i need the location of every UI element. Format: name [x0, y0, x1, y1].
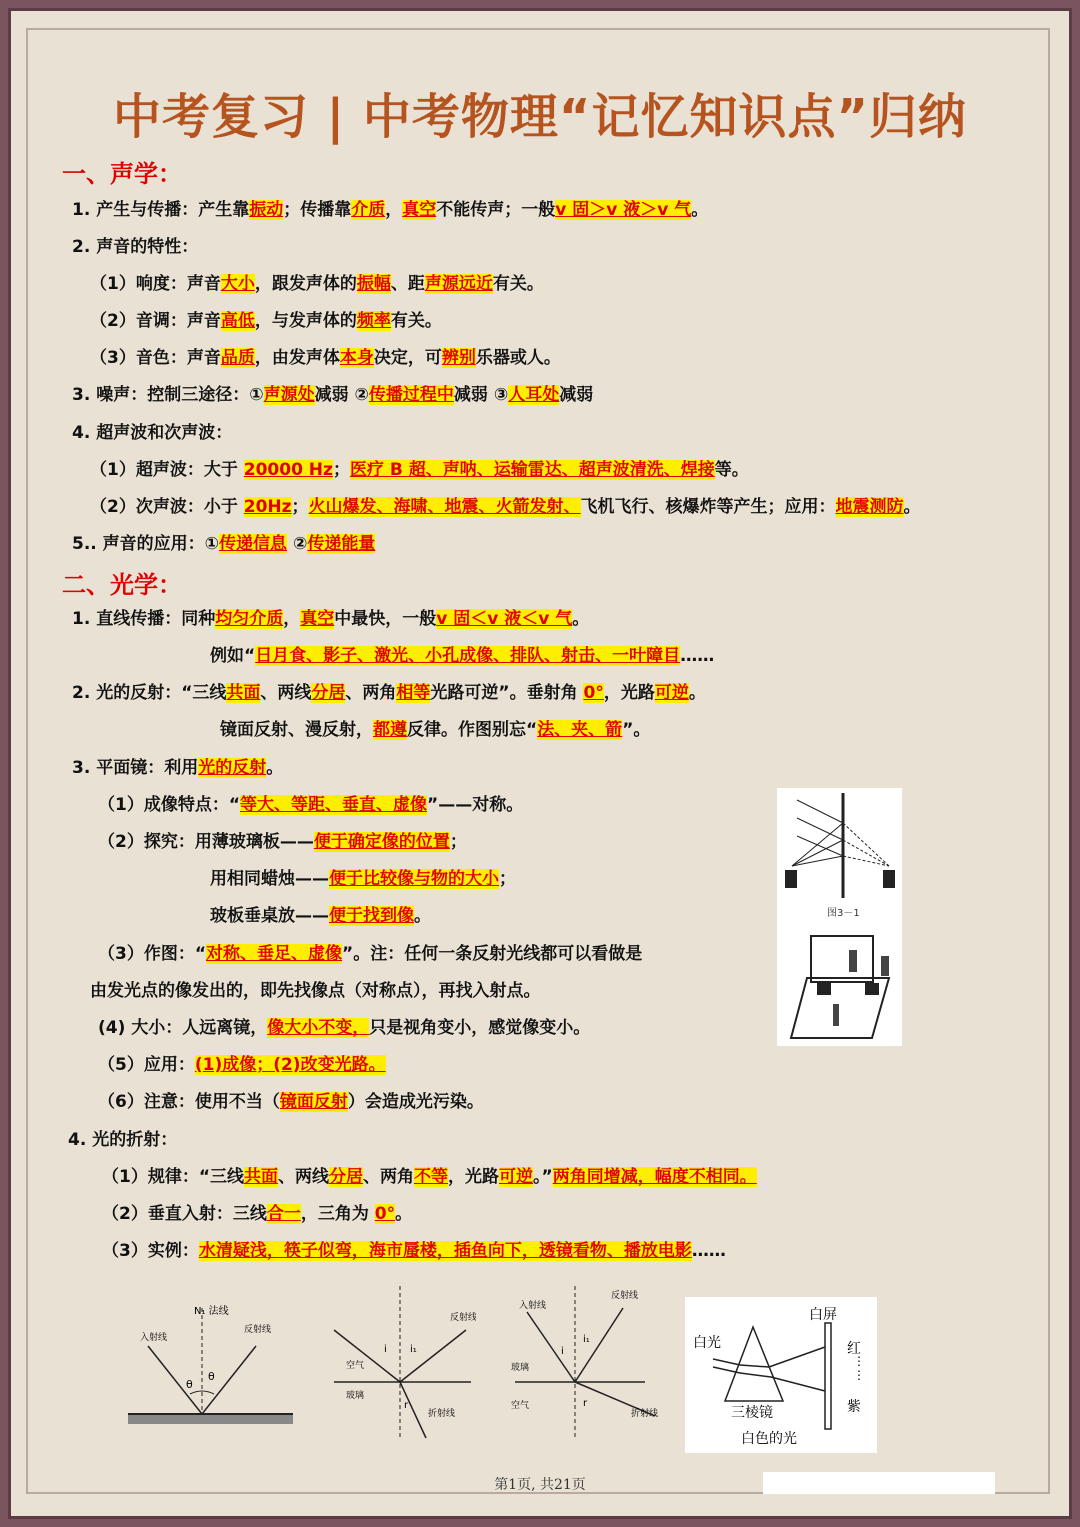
key-term: 20Hz — [243, 497, 292, 517]
glass-label: 玻璃 — [346, 1391, 365, 1401]
key-term: 人耳处 — [508, 385, 560, 405]
line-text: 由发光点的像发出的，即先找像点（对称点），再找入射点。 — [90, 981, 541, 1001]
key-term: 辨别 — [441, 348, 476, 368]
theta-label: θ — [208, 1370, 215, 1383]
line-text: 。” — [533, 1167, 553, 1187]
line-text: （1）超声波：大于 — [90, 460, 244, 480]
content-line — [90, 495, 921, 519]
key-term: 介质 — [351, 200, 386, 220]
content-line — [210, 904, 431, 928]
line-text: ，三角为 — [300, 1204, 375, 1224]
line-text: 中最快，一般 — [334, 609, 437, 629]
key-term: 两角同增减，幅度不相同。 — [552, 1167, 757, 1187]
key-term: 光的反射 — [198, 758, 267, 778]
content-line — [72, 235, 198, 259]
reflection-figure — [120, 1296, 295, 1428]
key-term: 地震测防 — [835, 497, 904, 517]
line-text: （2）垂直入射：三线 — [102, 1204, 267, 1224]
line-text: 、两线 — [260, 683, 312, 703]
key-term: 分居 — [311, 683, 346, 703]
line-text: ；传播靠 — [283, 200, 352, 220]
key-term: 镜面反射 — [279, 1092, 348, 1112]
key-term: 火山爆发、海啸、地震、火箭发射、 — [308, 497, 581, 517]
key-term: 都遵 — [373, 720, 407, 740]
content-line — [210, 867, 516, 891]
line-text: 决定，可 — [373, 348, 442, 368]
line-text: ）会造成光污染。 — [347, 1092, 484, 1112]
line-text: ，光路 — [448, 1167, 500, 1187]
line-text: 4. 光的折射： — [68, 1130, 178, 1150]
line-text: 反律。作图别忘“ — [407, 720, 538, 740]
key-term: 声源远近 — [424, 274, 493, 294]
line-text: 2. 声音的特性： — [72, 237, 199, 257]
line-text: 只是视角变小，感觉像变小。 — [369, 1018, 591, 1038]
line-text: ，与发声体的 — [254, 311, 357, 331]
key-term: v 固＞v 液＞v 气 — [555, 200, 692, 220]
angle-i-label: i — [561, 1346, 564, 1357]
content-line — [72, 756, 283, 780]
line-text: 3. 噪声：控制三途径：① — [72, 385, 264, 405]
line-text: ； — [499, 869, 516, 889]
line-text: ，光路 — [603, 683, 655, 703]
line-text: 不能传声；一般 — [436, 200, 556, 220]
line-text: ”——对称。 — [427, 795, 524, 815]
line-text: （1）成像特点：“ — [98, 795, 241, 815]
line-text: ； — [449, 832, 467, 852]
glass-label: 玻璃 — [511, 1363, 530, 1373]
line-text: 乐器或人。 — [475, 348, 561, 368]
refraction-figure-air-glass — [326, 1282, 476, 1442]
line-text: 。 — [691, 200, 709, 220]
line-text: ； — [332, 460, 350, 480]
content-line — [98, 1016, 590, 1040]
key-term: 水清疑浅，筷子似弯，海市蜃楼，插鱼向下，透镜看物、播放电影 — [198, 1241, 692, 1261]
line-text: 。 — [688, 683, 706, 703]
line-text: 飞机飞行、核爆炸等产生；应用： — [580, 497, 836, 517]
key-term: 20000 Hz — [243, 460, 333, 480]
key-term: 便于确定像的位置 — [313, 832, 450, 852]
white-light-label: 白光 — [693, 1335, 721, 1351]
line-text: （5）应用： — [98, 1055, 195, 1075]
key-term: 分居 — [329, 1167, 364, 1187]
refract-label: 折射线 — [428, 1409, 456, 1419]
prism-label: 三棱镜 — [731, 1405, 773, 1421]
content-line — [90, 458, 749, 482]
line-text: 4. 超声波和次声波： — [72, 423, 233, 443]
key-term: 法、夹、箭 — [537, 720, 623, 740]
angle-i1-label: i₁ — [583, 1334, 590, 1345]
incident-label: 入射线 — [519, 1301, 547, 1311]
content-line — [98, 1090, 484, 1114]
line-text: 光路可逆”。垂射角 — [430, 683, 584, 703]
content-line — [72, 383, 593, 407]
line-text: 减弱 ③ — [453, 385, 509, 405]
line-text: ，由发声体 — [254, 348, 340, 368]
key-term: 大小 — [220, 274, 255, 294]
key-term: 频率 — [356, 311, 391, 331]
line-text: 、两角 — [363, 1167, 415, 1187]
content-line — [102, 1202, 412, 1226]
plane-mirror-figure — [777, 788, 902, 1046]
prism-caption: 白色的光 — [741, 1431, 797, 1447]
key-term: 便于比较像与物的大小 — [329, 869, 499, 889]
line-text: （1）规律：“三线 — [102, 1167, 245, 1187]
line-text: ”。 — [622, 720, 651, 740]
key-term: 日月食、影子、激光、小孔成像、排队、射击、一叶障目 — [255, 646, 681, 666]
section-acoustics: 一、声学： — [62, 160, 182, 188]
key-term: 振动 — [249, 200, 284, 220]
content-line — [98, 942, 642, 966]
content-line — [90, 309, 442, 333]
line-text: 。 — [395, 1204, 413, 1224]
refract-label: 折射线 — [631, 1409, 659, 1419]
normal-label: N₁ 法线 — [194, 1306, 229, 1317]
key-term: 像大小不变， — [267, 1018, 370, 1038]
line-text: 、两线 — [278, 1167, 330, 1187]
page-number: 第1页, 共21页 — [494, 1477, 586, 1493]
angle-i1-label: i₁ — [410, 1344, 417, 1355]
reflect-label: 反射线 — [611, 1291, 639, 1301]
section-optics: 二、光学： — [62, 571, 182, 599]
line-text: （3）实例： — [102, 1241, 199, 1261]
line-text: 1. 直线传播：同种 — [72, 609, 216, 629]
figure-caption: 图3－1 — [827, 908, 860, 919]
line-text: 1. 产生与传播：产生靠 — [72, 200, 250, 220]
line-text: 、距 — [390, 274, 425, 294]
key-term: 品质 — [220, 348, 255, 368]
key-term: 等大、等距、垂直、虚像 — [240, 795, 428, 815]
content-line — [72, 607, 589, 631]
line-text: 玻板垂桌放—— — [210, 906, 329, 926]
key-term: 真空 — [300, 609, 335, 629]
line-text: 减弱 — [559, 385, 594, 405]
angle-r-label: r — [404, 1400, 409, 1411]
screen-label: 白屏 — [809, 1307, 837, 1323]
air-label: 空气 — [511, 1401, 530, 1411]
line-text: …… — [691, 1241, 726, 1261]
line-text: 有关。 — [492, 274, 544, 294]
incident-label: 入射线 — [140, 1333, 168, 1343]
line-text: (4) 大小：人远离镜， — [98, 1018, 268, 1038]
key-term: 不等 — [414, 1167, 449, 1187]
key-term: 可逆 — [654, 683, 689, 703]
air-label: 空气 — [346, 1361, 365, 1371]
line-text: 等。 — [714, 460, 749, 480]
violet-label: 紫 — [847, 1399, 861, 1415]
key-term: 本身 — [339, 348, 374, 368]
content-line — [90, 346, 561, 370]
line-text: （1）响度：声音 — [90, 274, 221, 294]
line-text: 减弱 ② — [314, 385, 369, 405]
content-line — [98, 1053, 386, 1077]
line-text: ， — [283, 609, 301, 629]
key-term: 0° — [583, 683, 604, 703]
content-line — [98, 793, 523, 817]
content-line — [72, 681, 706, 705]
key-term: 均匀介质 — [215, 609, 284, 629]
content-line — [72, 532, 375, 556]
line-text: （6）注意：使用不当（ — [98, 1092, 280, 1112]
key-term: 相等 — [396, 683, 431, 703]
key-term: 传播过程中 — [368, 385, 454, 405]
content-line — [210, 644, 714, 668]
line-text: ”。注：任何一条反射光线都可以看做是 — [342, 944, 643, 964]
key-term: 可逆 — [499, 1167, 534, 1187]
key-term: v 固＜v 液＜v 气 — [436, 609, 573, 629]
key-term: 便于找到像 — [329, 906, 414, 926]
reflect-label: 反射线 — [450, 1313, 476, 1323]
line-text: 有关。 — [390, 311, 442, 331]
key-term: (1)成像；(2)改变光路。 — [194, 1055, 386, 1075]
key-term: 共面 — [226, 683, 261, 703]
key-term: 传递能量 — [307, 534, 376, 554]
red-label: 红 — [847, 1341, 861, 1357]
angle-r-label: r — [583, 1398, 588, 1409]
line-text: 。 — [266, 758, 284, 778]
angle-i-label: i — [384, 1344, 387, 1355]
content-line — [90, 979, 541, 1003]
line-text: 。 — [572, 609, 590, 629]
line-text: 5.. 声音的应用：① — [72, 534, 220, 554]
line-text: 用相同蜡烛—— — [210, 869, 329, 889]
line-text: ，跟发声体的 — [254, 274, 357, 294]
line-text: （3）作图：“ — [98, 944, 207, 964]
content-line — [102, 1239, 726, 1263]
key-term: 传递信息 — [219, 534, 288, 554]
line-text: ； — [291, 497, 309, 517]
line-text: ② — [287, 534, 308, 554]
line-text: 2. 光的反射：“三线 — [72, 683, 227, 703]
line-text: …… — [680, 646, 715, 666]
key-term: 0° — [374, 1204, 396, 1224]
content-line — [72, 421, 232, 445]
line-text: 3. 平面镜：利用 — [72, 758, 199, 778]
key-term: 声源处 — [263, 385, 315, 405]
line-text: （2）探究：用薄玻璃板—— — [98, 832, 314, 852]
key-term: 医疗 B 超、声呐、运输雷达、超声波清洗、焊接 — [349, 460, 715, 480]
svg-text:⋮: ⋮ — [853, 1354, 865, 1368]
key-term: 振幅 — [356, 274, 391, 294]
content-line — [68, 1128, 177, 1152]
content-line — [90, 272, 544, 296]
line-text: 镜面反射、漫反射， — [220, 720, 373, 740]
reflect-label: 反射线 — [244, 1325, 272, 1335]
key-term: 高低 — [220, 311, 255, 331]
key-term: 共面 — [244, 1167, 279, 1187]
prism-figure — [685, 1297, 877, 1453]
key-term: 真空 — [402, 200, 437, 220]
refraction-figure-glass-air — [505, 1282, 665, 1442]
key-term: 对称、垂足、虚像 — [206, 944, 343, 964]
line-text: 。 — [414, 906, 431, 926]
key-term: 合一 — [266, 1204, 301, 1224]
line-text: （3）音色：声音 — [90, 348, 221, 368]
page-title: 中考复习 | 中考物理“记忆知识点”归纳 — [112, 89, 968, 145]
line-text: （2）音调：声音 — [90, 311, 221, 331]
line-text: 。 — [903, 497, 921, 517]
svg-text:⋮: ⋮ — [853, 1368, 865, 1382]
line-text: 例如“ — [210, 646, 256, 666]
content-line — [220, 718, 650, 742]
theta-label: θ — [186, 1378, 193, 1391]
content-line — [98, 830, 467, 854]
content-line — [72, 198, 708, 222]
line-text: ， — [385, 200, 403, 220]
line-text: （2）次声波：小于 — [90, 497, 244, 517]
content-line — [102, 1165, 757, 1189]
line-text: 、两角 — [345, 683, 397, 703]
